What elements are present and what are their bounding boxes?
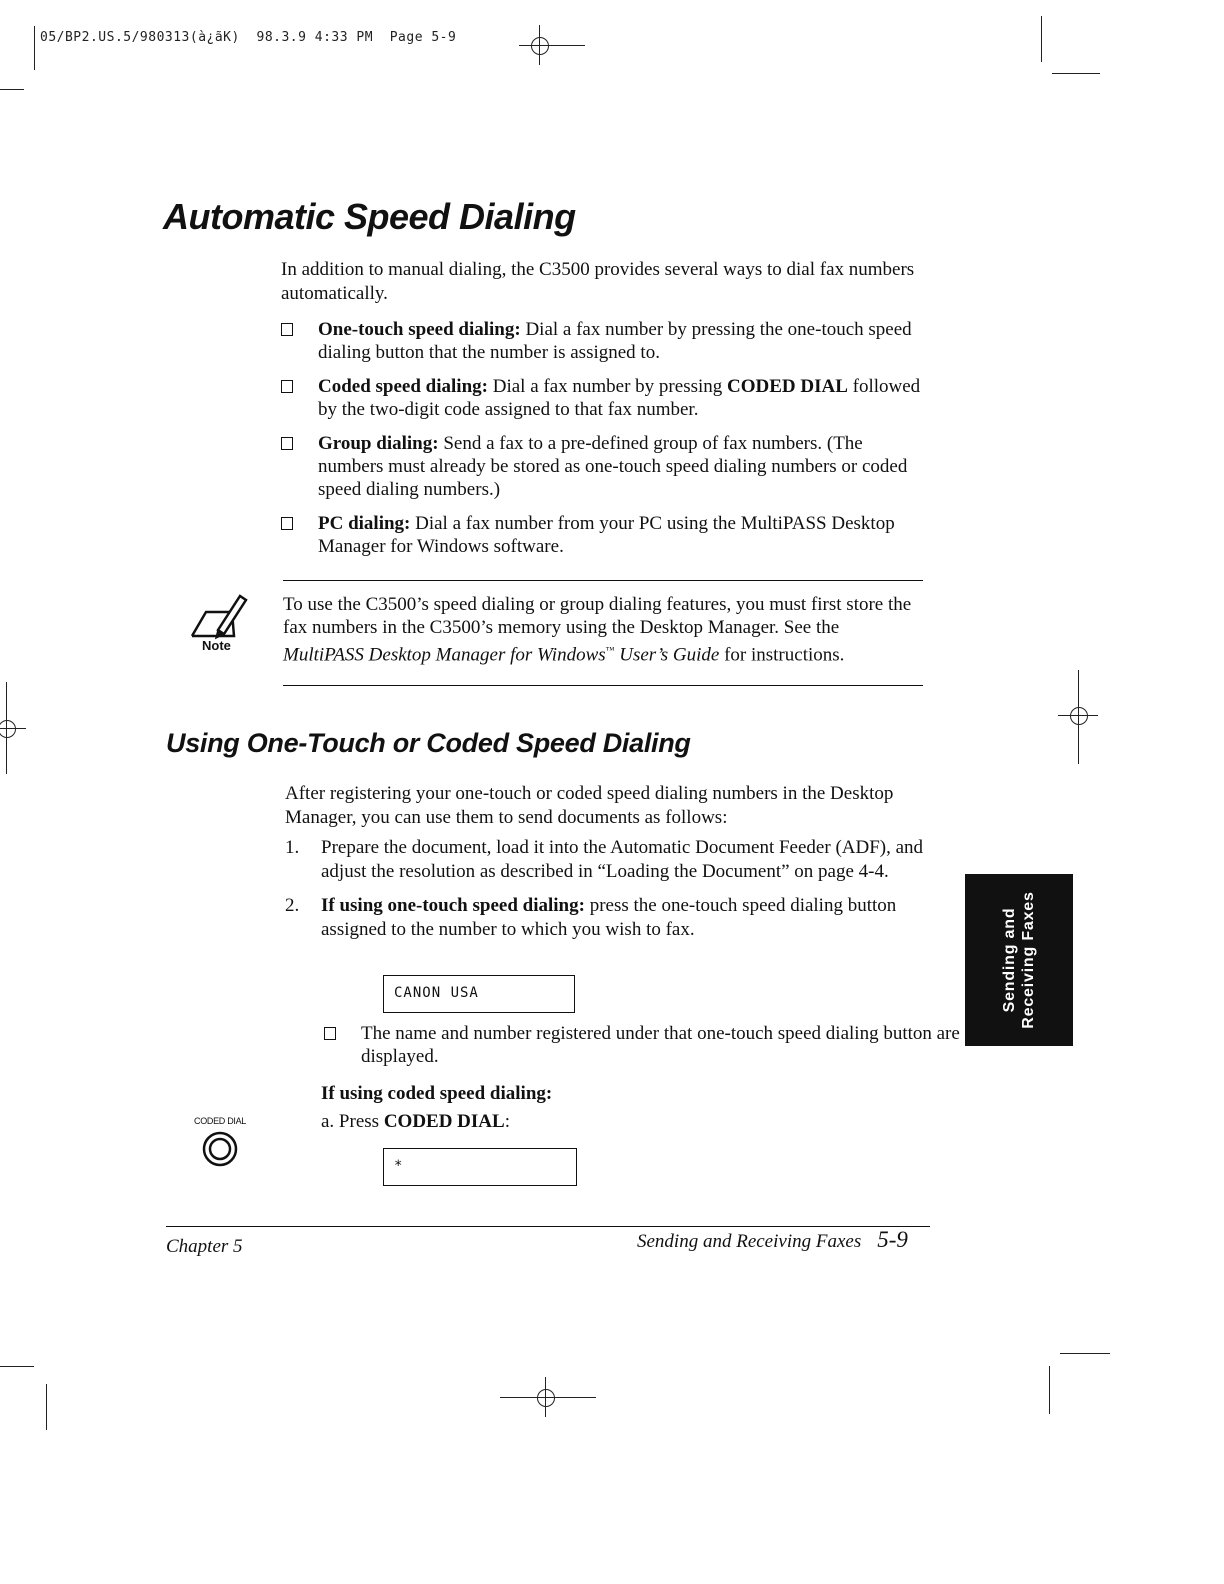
- bullet-term: PC dialing:: [318, 513, 411, 534]
- step-text: :: [504, 1111, 510, 1132]
- bullet-text: Send a fax to a pre-defined group of fax numbers. (The numbers must already be stored as one-touch speed dialing numbers or coded speed dialing numbers.): [318, 433, 908, 500]
- coded-dialing-step-a: [321, 1110, 510, 1134]
- bullet-key: CODED DIAL: [727, 376, 848, 397]
- lcd-text: *: [394, 1158, 404, 1174]
- dialing-methods-list: [281, 318, 921, 569]
- bullet-text: Dial a fax number by pressing the one-touch speed dialing button that the number is assigned to.: [318, 319, 912, 363]
- coded-dial-button-icon: [202, 1131, 238, 1167]
- page-title: Automatic Speed Dialing: [163, 196, 576, 237]
- step-text: a. Press: [321, 1111, 384, 1132]
- chapter-side-tab: [965, 874, 1073, 1046]
- crop-mark-bottom-left-h: [0, 1366, 34, 1367]
- registration-mark-left-line: [6, 682, 7, 774]
- list-item: [281, 375, 921, 421]
- note-top-rule: [283, 580, 923, 581]
- coded-dialing-heading: If using coded speed dialing:: [321, 1083, 553, 1104]
- section-intro-paragraph: After registering your one-touch or coded speed dialing numbers in the Desktop Manager, you can use them to send documents as follows:: [285, 783, 894, 828]
- coded-dial-icon-label: CODED DIAL: [194, 1116, 247, 1126]
- bullet-term: Group dialing:: [318, 433, 439, 454]
- checkbox-bullet-icon: [281, 323, 293, 336]
- note-bottom-rule: [283, 685, 923, 686]
- note-guide-title: MultiPASS Desktop Manager for Windows: [283, 644, 606, 666]
- note-guide-title-end: User’s Guide: [614, 644, 720, 666]
- registration-mark-top-line: [545, 45, 585, 46]
- step-text: press the one-touch speed dialing button assigned to the number to which you wish to fax.: [321, 895, 897, 940]
- footer-section-title: Sending and Receiving Faxes: [637, 1231, 862, 1252]
- note-text-part: for instructions.: [719, 644, 845, 666]
- bullet-term: Coded speed dialing:: [318, 376, 488, 397]
- side-tab-label: [1000, 891, 1038, 1028]
- checkbox-bullet-icon: [281, 517, 293, 530]
- lcd-display-coded: [383, 1148, 577, 1186]
- sub-bullet-text: The name and number registered under that one-touch speed dialing button are displayed.: [361, 1023, 960, 1067]
- note-label: Note: [202, 638, 231, 653]
- footer-section: [637, 1227, 908, 1253]
- crop-mark-bottom-left: [46, 1384, 47, 1430]
- registration-mark-left: [0, 708, 26, 748]
- bullet-text: followed by the two-digit code assigned to that fax number.: [318, 376, 921, 420]
- bullet-text: Dial a fax number by pressing: [487, 376, 728, 397]
- lcd-text: CANON USA: [394, 985, 479, 1001]
- crop-mark-top-right: [1041, 16, 1042, 62]
- registration-mark-right-line: [1078, 670, 1079, 764]
- step-key: CODED DIAL: [383, 1111, 505, 1132]
- bullet-text: Dial a fax number from your PC using the MultiPASS Desktop Manager for Windows software.: [318, 513, 895, 557]
- crop-mark-bottom-right-h: [1060, 1353, 1110, 1354]
- list-item: [281, 512, 921, 558]
- checkbox-bullet-icon: [281, 380, 293, 393]
- print-header: 05/BP2.US.5/980313(à¿ãK) 98.3.9 4:33 PM Page 5-9: [40, 30, 457, 45]
- lcd-display-one-touch: [383, 975, 575, 1013]
- step-text: Prepare the document, load it into the Automatic Document Feeder (ADF), and adjust the resolution as described in “Loading the Document” on page 4-4.: [321, 837, 924, 882]
- crop-mark-top-right-h: [1052, 73, 1100, 74]
- step-term: If using one-touch speed dialing:: [321, 895, 585, 916]
- intro-paragraph: In addition to manual dialing, the C3500 provides several ways to dial fax numbers automatically.: [281, 259, 915, 304]
- checkbox-bullet-icon: [324, 1027, 336, 1040]
- side-tab-line: Sending and: [1001, 907, 1018, 1013]
- step-number: 2.: [285, 895, 300, 916]
- trademark-symbol: ™: [605, 645, 615, 655]
- list-item: [281, 318, 921, 364]
- list-item: [285, 894, 925, 942]
- bullet-term: One-touch speed dialing:: [318, 319, 521, 340]
- step-number: 1.: [285, 837, 300, 858]
- side-tab-line: Receiving Faxes: [1020, 891, 1037, 1029]
- list-item: [285, 836, 925, 884]
- steps-list: [285, 836, 925, 952]
- crop-mark-top-left-h: [0, 89, 24, 90]
- crop-mark-bottom-right: [1049, 1366, 1050, 1414]
- section-heading: Using One-Touch or Coded Speed Dialing: [166, 728, 691, 758]
- checkbox-bullet-icon: [281, 437, 293, 450]
- list-item: [281, 432, 921, 501]
- note-text-part: To use the C3500’s speed dialing or group dialing features, you must first store the fax numbers in the C3500’s memory using the Desktop Manager. See the: [283, 594, 912, 638]
- registration-mark-bottom-line: [500, 1397, 596, 1398]
- footer-chapter: Chapter 5: [166, 1236, 243, 1257]
- crop-mark-top-left: [34, 26, 35, 70]
- page-number: 5-9: [877, 1227, 908, 1252]
- note-text: [283, 593, 923, 666]
- list-item: [324, 1022, 961, 1068]
